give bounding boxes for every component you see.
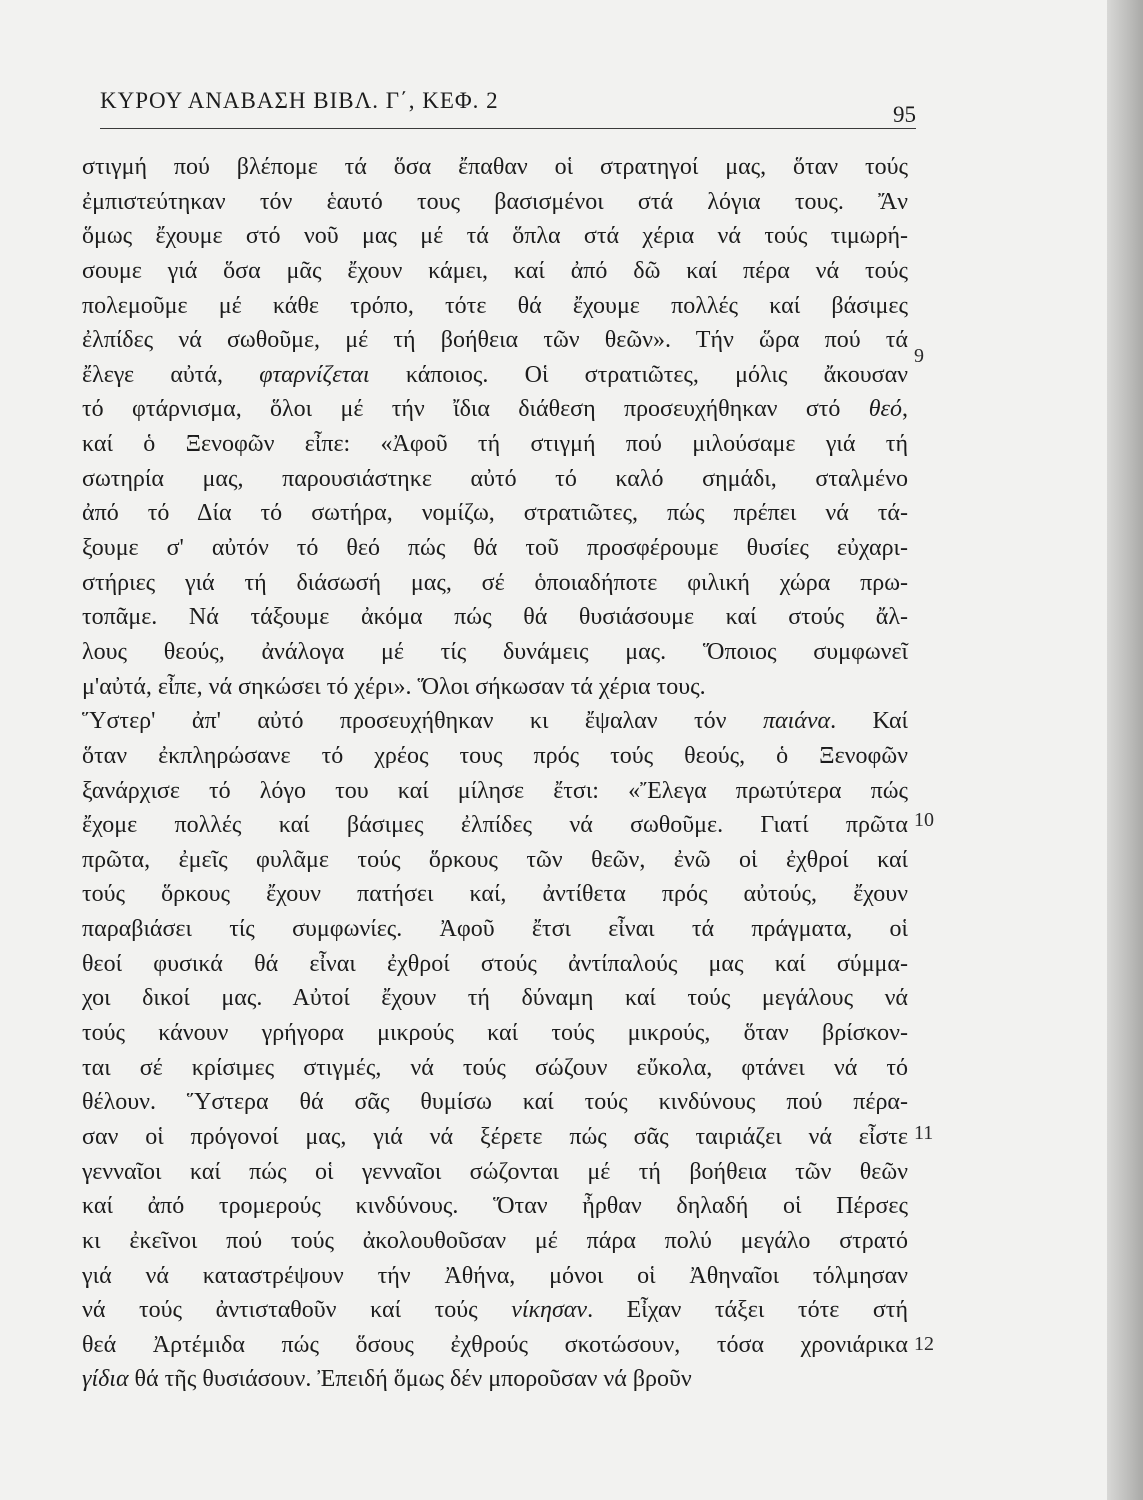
text-line (82, 877, 908, 912)
text-line (82, 1120, 908, 1155)
text-segment: ἀπό τό Δία τό σωτήρα, νομίζω, στρατιῶτες, πώς πρέπει νά τά- (82, 500, 908, 527)
text-segment: τούς κάνουν γρήγορα μικρούς καί τούς μικρούς, ὅταν βρίσκον- (82, 1020, 908, 1047)
text-segment: πολεμοῦμε μέ κάθε τρόπο, τότε θά ἔχουμε πολλές καί βάσιμες (82, 292, 908, 319)
text-line (82, 600, 908, 635)
text-line (82, 185, 908, 220)
body-text (82, 150, 908, 1397)
header-title: ΚΥΡΟΥ ΑΝΑΒΑΣΗ ΒΙΒΛ. Γ΄, ΚΕΦ. 2 (100, 88, 499, 113)
text-line (82, 531, 908, 566)
page-edge-shadow (1107, 0, 1143, 1500)
text-line (82, 704, 908, 739)
text-segment: κάποιος. Οἱ στρατιῶτες, μόλις ἄκουσαν (369, 361, 908, 388)
text-segment: σωτηρία μας, παρουσιάστηκε αὐτό τό καλό σημάδι, σταλμένο (82, 465, 908, 492)
text-segment: ὅταν ἐκπληρώσανε τό χρέος τους πρός τούς θεούς, ὁ Ξενοφῶν (82, 742, 908, 769)
text-segment: ξανάρχισε τό λόγο του καί μίλησε ἔτσι: «Ἔλεγα πρωτύτερα πώς (82, 777, 908, 804)
text-segment: ἐμπιστεύτηκαν τόν ἑαυτό τους βασισμένοι στά λόγια τους. Ἄν (82, 188, 908, 215)
text-line (82, 254, 908, 289)
text-segment: στιγμή πού βλέπομε τά ὅσα ἔπαθαν οἱ στρατηγοί μας, ὅταν τούς (82, 154, 908, 180)
text-segment: πρῶτα, ἐμεῖς φυλᾶμε τούς ὅρκους τῶν θεῶν, ἐνῶ οἱ ἐχθροί καί (82, 846, 908, 873)
section-number-10: 10 (914, 809, 934, 831)
text-segment: ἔλεγε αὐτά, (82, 361, 260, 388)
italic-text: παιάνα (762, 708, 831, 735)
text-segment: ται σέ κρίσιμες στιγμές, νά τούς σώζουν εὔκολα, φτάνει νά τό (82, 1054, 908, 1081)
text-segment: θέλουν. Ὕστερα θά σᾶς θυμίσω καί τούς κινδύνους πού πέρα- (82, 1089, 908, 1116)
text-line (82, 1328, 908, 1363)
page-number: 95 (893, 102, 916, 127)
text-line (82, 150, 908, 185)
text-line (82, 1293, 908, 1328)
text-segment: σουμε γιά ὅσα μᾶς ἔχουν κάμει, καί ἀπό δῶ καί πέρα νά τούς (82, 257, 908, 284)
text-segment: παραβιάσει τίς συμφωνίες. Ἀφοῦ ἔτσι εἶναι τά πράγματα, οἱ (82, 916, 908, 943)
text-segment: . Εἶχαν τάξει τότε στή (587, 1297, 908, 1324)
text-line (82, 1051, 908, 1086)
text-line (82, 358, 908, 393)
text-line (82, 323, 908, 358)
text-line (82, 981, 908, 1016)
text-segment: ἔχομε πολλές καί βάσιμες ἐλπίδες νά σωθοῦμε. Γιατί πρῶτα (82, 812, 908, 839)
text-line (82, 1189, 908, 1224)
text-segment: γενναῖοι καί πώς οἱ γενναῖοι σώζονται μέ τή βοήθεια τῶν θεῶν (82, 1158, 908, 1185)
text-segment: καί ἀπό τρομερούς κινδύνους. Ὅταν ἦρθαν δηλαδή οἱ Πέρσες (82, 1193, 908, 1220)
text-line (82, 1224, 908, 1259)
text-line (82, 947, 908, 982)
text-segment: ὅμως ἔχουμε στό νοῦ μας μέ τά ὅπλα στά χέρια νά τούς τιμωρή- (82, 223, 908, 250)
text-segment: μ'αὐτά, εἶπε, νά σηκώσει τό χέρι». Ὅλοι σήκωσαν τά χέρια τους. (82, 673, 706, 700)
text-line (82, 843, 908, 878)
text-line (82, 1016, 908, 1051)
text-line (82, 219, 908, 254)
italic-text: θεό (868, 396, 902, 423)
text-segment: καί ὁ Ξενοφῶν εἶπε: «Ἀφοῦ τή στιγμή πού μιλούσαμε γιά τή (82, 431, 908, 458)
text-segment: τό φτάρνισμα, ὅλοι μέ τήν ἴδια διάθεση προσευχήθηκαν στό (82, 396, 869, 423)
text-line (82, 670, 908, 705)
text-line (82, 289, 908, 324)
text-segment: θά τῆς θυσιάσουν. Ἐπειδή ὅμως δέν μποροῦσαν νά βροῦν (128, 1366, 692, 1393)
text-line (82, 392, 908, 427)
text-line (82, 912, 908, 947)
text-line (82, 739, 908, 774)
text-segment: λους θεούς, ἀνάλογα μέ τίς δυνάμεις μας. Ὅποιος συμφωνεῖ (82, 638, 908, 665)
italic-text: νίκησαν (511, 1297, 588, 1324)
text-segment: σαν οἱ πρόγονοί μας, γιά νά ξέρετε πώς σᾶς ταιριάζει νά εἶστε (82, 1123, 908, 1150)
text-segment: τούς ὅρκους ἔχουν πατήσει καί, ἀντίθετα πρός αὐτούς, ἔχουν (82, 881, 908, 908)
text-line (82, 635, 908, 670)
italic-text: γίδια (82, 1366, 129, 1393)
text-segment: . Καί (830, 708, 908, 735)
section-number-9: 9 (914, 345, 924, 367)
text-line (82, 1259, 908, 1294)
text-line (82, 566, 908, 601)
text-segment: ἐλπίδες νά σωθοῦμε, μέ τή βοήθεια τῶν θεῶν». Τήν ὥρα πού τά (82, 327, 908, 354)
text-line (82, 1085, 908, 1120)
text-line (82, 1155, 908, 1190)
text-line (82, 808, 908, 843)
text-segment: θεοί φυσικά θά εἶναι ἐχθροί στούς ἀντίπαλούς μας καί σύμμα- (82, 950, 908, 977)
italic-text: φταρνίζεται (259, 361, 370, 388)
text-segment: χοι δικοί μας. Αὐτοί ἔχουν τή δύναμη καί τούς μεγάλους νά (82, 985, 908, 1012)
section-number-11: 11 (914, 1122, 934, 1144)
text-segment: κι ἐκεῖνοι πού τούς ἀκολουθοῦσαν μέ πάρα πολύ μεγάλο στρατό (82, 1227, 908, 1254)
running-header (100, 88, 916, 129)
text-segment: τοπᾶμε. Νά τάξουμε ἀκόμα πώς θά θυσιάσουμε καί στούς ἄλ- (82, 604, 908, 631)
text-line (82, 496, 908, 531)
text-segment: , (902, 396, 908, 423)
text-segment: ξουμε σ' αὐτόν τό θεό πώς θά τοῦ προσφέρουμε θυσίες εὐχαρι- (82, 535, 908, 562)
text-line (82, 462, 908, 497)
text-segment: νά τούς ἀντισταθοῦν καί τούς (82, 1297, 512, 1324)
text-segment: Ὕστερ' ἀπ' αὐτό προσευχήθηκαν κι ἔψαλαν τόν (82, 708, 763, 735)
text-line (82, 1362, 908, 1397)
text-segment: γιά νά καταστρέψουν τήν Ἀθήνα, μόνοι οἱ Ἀθηναῖοι τόλμησαν (82, 1262, 908, 1289)
text-line (82, 774, 908, 809)
text-segment: θεά Ἀρτέμιδα πώς ὅσους ἐχθρούς σκοτώσουν, τόσα χρονιάρικα (82, 1331, 908, 1358)
text-segment: στήριες γιά τή διάσωσή μας, σέ ὁποιαδήποτε φιλική χώρα πρω- (82, 569, 908, 596)
section-number-12: 12 (914, 1333, 934, 1355)
text-line (82, 427, 908, 462)
